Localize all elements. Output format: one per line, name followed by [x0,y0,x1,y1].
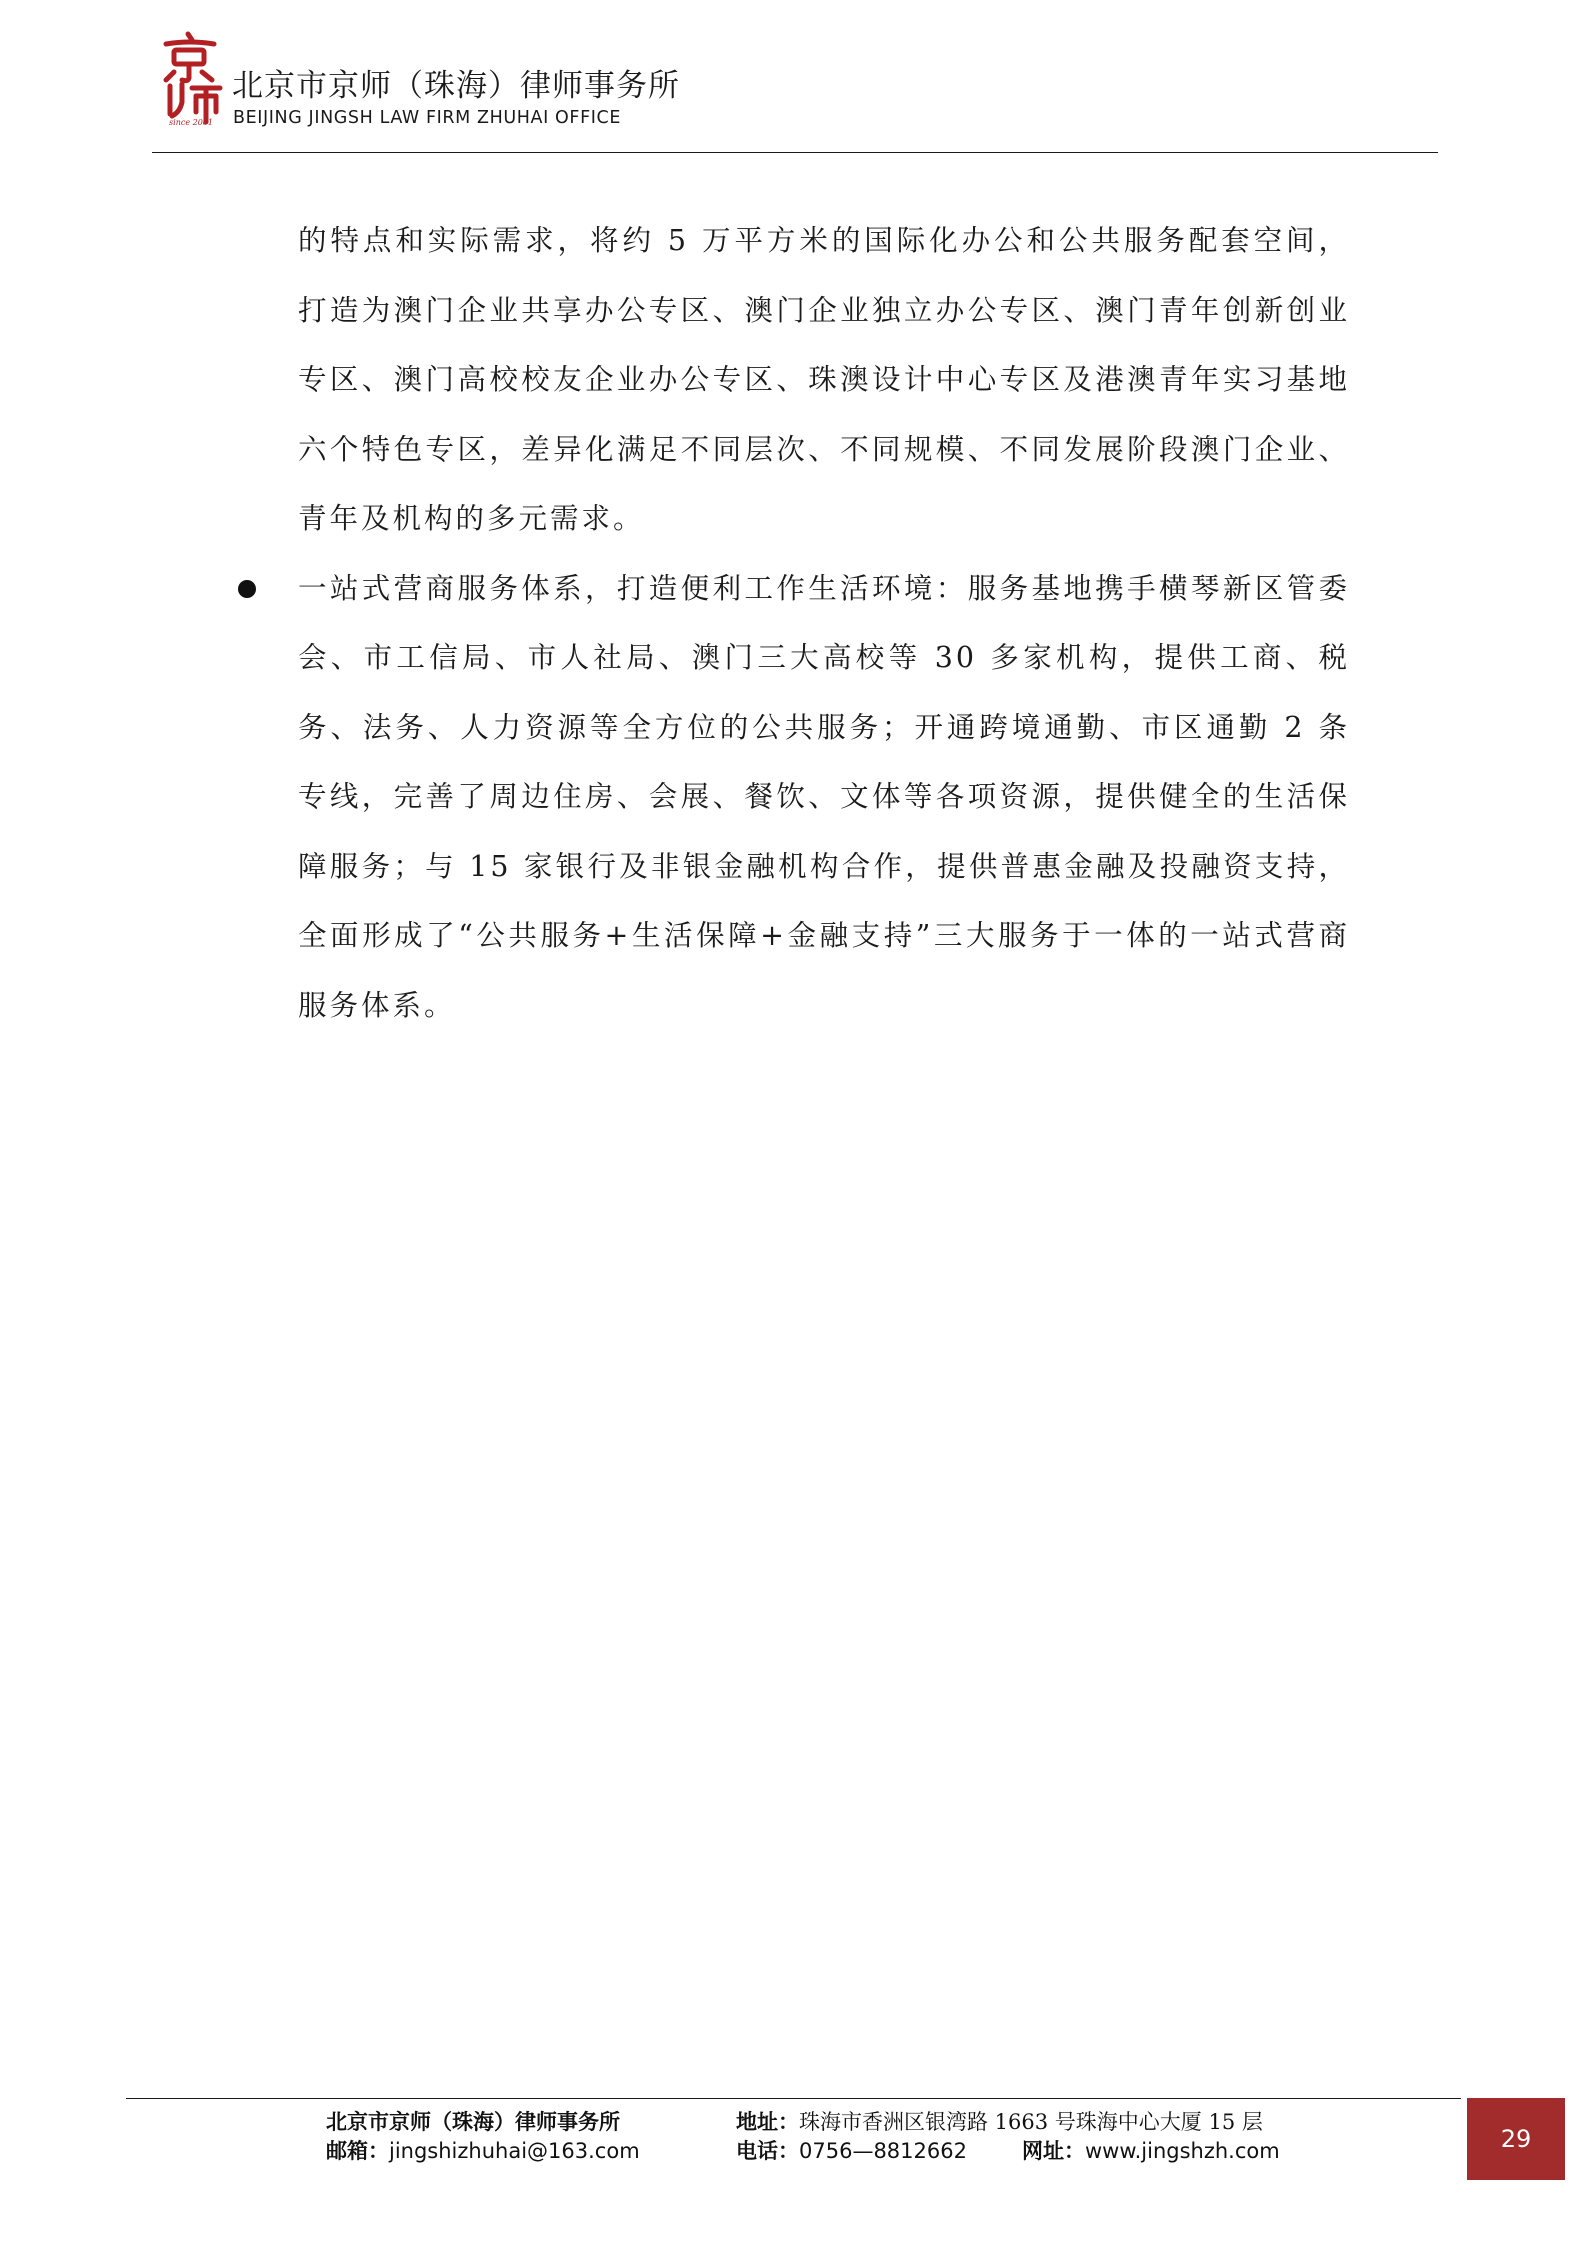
bullet-text: 一站式营商服务体系，打造便利工作生活环境：服务基地携手横琴新区管委会、市工信局、市人社局、澳门三大高校等 30 多家机构，提供工商、税务、法务、人力资源等全方位的公共服务；开通跨境通勤、市区通勤 2 条专线，完善了周边住房、会展、餐饮、文体等各项资源，提供健全的生活保障服务；与 15 家银行及非银金融机构合作，提供普惠金融及投融资支持，全面形成了“公共服务+生活保障+金融支持”三大服务于一体的一站式营商服务体系。 [298,571,1350,1022]
footer-phone [736,2135,967,2165]
logo-since-text: since 2001 [169,118,213,127]
page-number-badge [1467,2098,1565,2180]
footer-address [736,2106,1263,2136]
footer-website [1022,2135,1280,2165]
footer-divider [126,2098,1461,2099]
page-header [0,0,1587,160]
document-body [298,206,1350,1040]
address-value: 珠海市香洲区银湾路 1663 号珠海中心大厦 15 层 [799,2110,1263,2134]
bullet-item [298,554,1350,1041]
paragraph-continued: 的特点和实际需求，将约 5 万平方米的国际化办公和公共服务配套空间，打造为澳门企业共享办公专区、澳门企业独立办公专区、澳门青年创新创业专区、澳门高校校友企业办公专区、珠澳设计中心专区及港澳青年实习基地六个特色专区，差异化满足不同层次、不同规模、不同发展阶段澳门企业、青年及机构的多元需求。 [298,224,1350,535]
bullet-icon [238,580,256,598]
page-number: 29 [1500,2125,1532,2153]
footer-email [326,2135,640,2165]
address-label: 地址： [736,2109,799,2134]
firm-name-cn: 北京市京师（珠海）律师事务所 [232,68,680,104]
footer-firm-name: 北京市京师（珠海）律师事务所 [326,2109,620,2134]
firm-name-en: BEIJING JINGSH LAW FIRM ZHUHAI OFFICE [233,108,621,128]
header-divider [152,152,1438,153]
phone-label: 电话： [736,2138,799,2163]
firm-logo-icon [152,30,228,126]
phone-value: 0756—8812662 [799,2139,967,2163]
website-value[interactable]: www.jingshzh.com [1085,2139,1280,2163]
website-label: 网址： [1022,2138,1085,2163]
email-value[interactable]: jingshizhuhai@163.com [389,2139,640,2163]
email-label: 邮箱： [326,2138,389,2163]
